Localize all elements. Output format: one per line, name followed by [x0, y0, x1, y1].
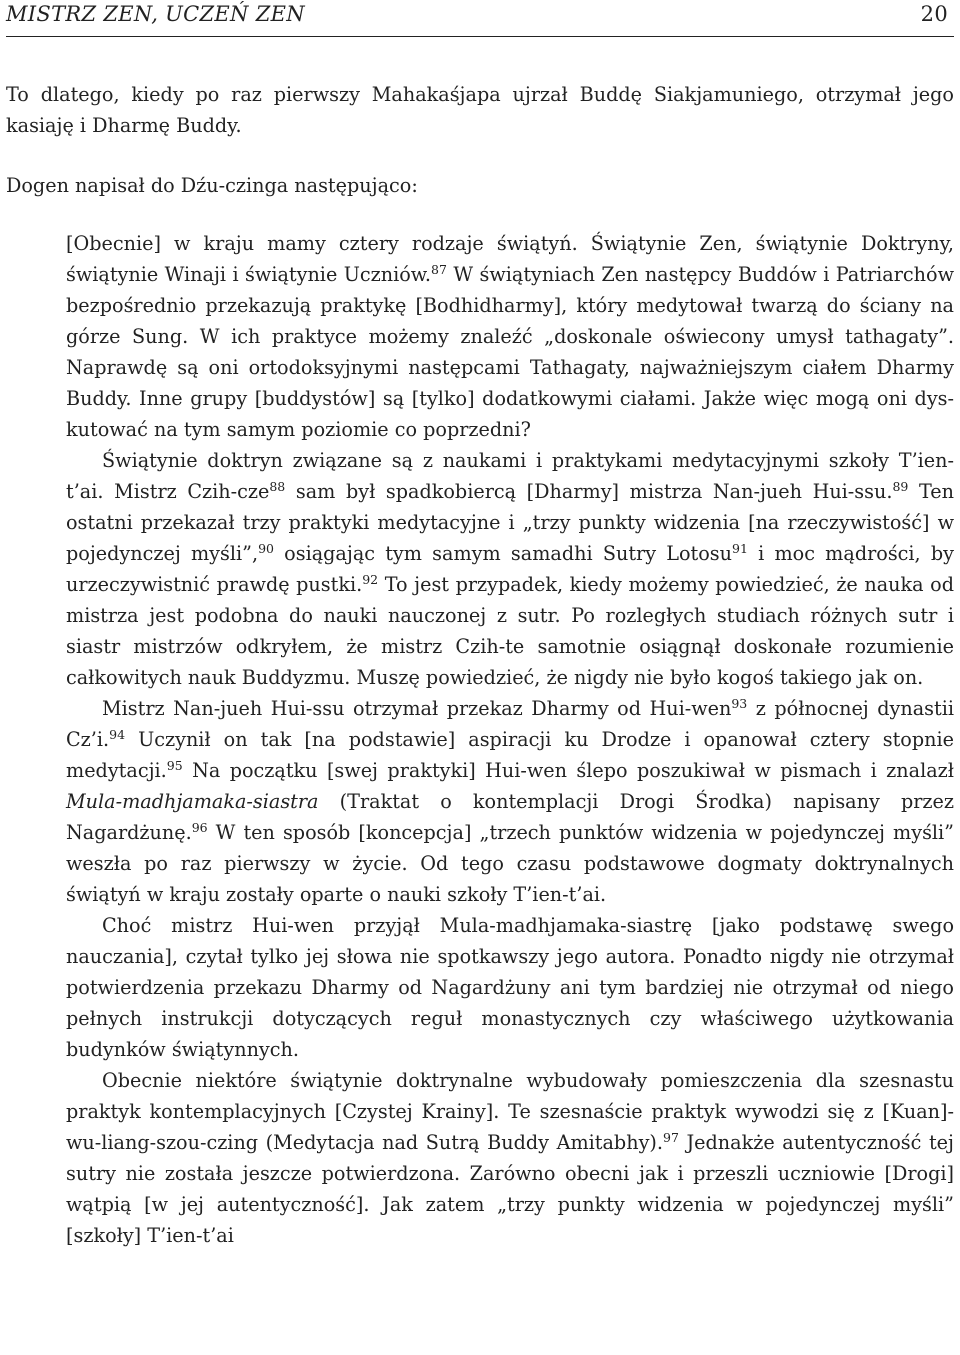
footnote-ref: 90 [258, 541, 274, 556]
quote-paragraph-4: Choć mistrz Hui-wen przyjął Mula-madhjamaka-siastrę [jako podstawę swego nauczania], czytał tylko jej słowa nie spotkawszy jego autora. Ponadto nigdy nie otrzymał potwierdzenia przekazu Dharmy od Nagardżuny ani tym bardziej nie otrzymał od niego pełnych instrukcji dotyczących reguł monastycznych czy właściwego użytkowania budynków świątynnych. [66, 914, 954, 1061]
footnote-ref: 88 [269, 479, 286, 494]
block-quote [66, 228, 954, 1251]
footnote-ref: 97 [663, 1130, 679, 1145]
footnote-ref: 87 [431, 262, 447, 277]
footnote-ref: 89 [892, 479, 909, 494]
page-number: 20 [920, 2, 948, 26]
body-text [6, 79, 954, 1251]
quote-paragraph-3: Mistrz Nan-jueh Hui-ssu otrzymał przekaz Dharmy od Hui-wen$^{93}$ z północnej dynastii Cz’i.$^{94}$ Uczynił on tak [na podstawie] aspiracji ku Drodze i opanował cztery stopnie medytacji.$^{95}$ Na początku [swej praktyki] Hui-wen ślepo poszukiwał w pismach i znalazł Mula-madhjamaka-siastra (Traktat o kontemplacji Drogi Środka) napisany przez Nagardżunę.$^{96}$ W ten sposób [koncepcja] „trzech punktów widzenia w pojedynczej myśli” weszła po raz pierwszy w życie. Od tego czasu podstawowe dogmaty doktrynalnych świątyń w kraju zostały oparte o nauki szkoły T’ien-t’ai. [66, 696, 954, 906]
quote-paragraph-2: Świątynie doktryn związane są z naukami i praktykami medytacyjnymi szkoły T’ien-t’ai. Mistrz Czih-cze$^{88}$ sam był spadkobiercą [Dharmy] mistrza Nan-jueh Hui-ssu.$^{89}$ Ten ostatni przekazał trzy praktyki medytacyjne i „trzy punkty widzenia [na rzeczywistość] w pojedynczej myśli”,$^{90}$ osiągając tym samym samadhi Sutry Lotosu$^{91}$ i moc mądrości, by urzeczywistnić prawdę pustki.$^{92}$ To jest przypadek, kiedy możemy powiedzieć, że nauka od mistrza jest podobna do nauki nauczonej z sutr. Po rozległych studiach różnych sutr i siastr mistrzów odkryłem, że mistrz Czih-te samotnie osiągnął doskonałe rozumienie całkowitych nauk Buddyzmu. Muszę powiedzieć, że nigdy nie było kogoś takiego jak on. [66, 449, 954, 689]
footnote-ref: 93 [731, 696, 748, 711]
quote-paragraph-1: [Obecnie] w kraju mamy cztery rodzaje świątyń. Świątynie Zen, świątynie Doktryny, świątynie Winaji i świątynie Uczniów.$^{87}$ W świątyniach Zen następcy Buddów i Patriarchów bezpośrednio przekazują praktykę [Bodhidharmy], który medytował twarzą do ściany na górze Sung. W ich praktyce możemy znaleźć „doskonale oświecony umysł tathagaty”. Naprawdę są oni ortodoksyjnymi następcami Tathagaty, najważniejszym ciałem Dharmy Buddy. Inne grupy [buddystów] są [tylko] dodatkowymi ciałami. Jakże więc mogą oni dyskutować na tym samym poziomie co poprzedni? [66, 232, 954, 441]
chapter-title: MISTRZ ZEN, UCZEŃ ZEN [6, 2, 305, 26]
paragraph-intro-2: Dogen napisał do Dźu-czinga następująco: [6, 174, 418, 197]
running-header [6, 0, 954, 37]
paragraph-intro-1: To dlatego, kiedy po raz pierwszy Mahakaśjapa ujrzał Buddę Siakjamuniego, otrzymał jego kasiaję i Dharmę Buddy. [6, 83, 954, 137]
italic-title: Mula-madhjamaka-siastra [66, 790, 319, 813]
footnote-ref: 94 [109, 727, 126, 742]
footnote-ref: 95 [166, 758, 183, 773]
footnote-ref: 92 [362, 572, 379, 587]
footnote-ref: 96 [191, 820, 208, 835]
quote-paragraph-5: Obecnie niektóre świątynie doktrynalne wybudowały pomieszczenia dla szesnastu praktyk kontemplacyjnych [Czystej Krainy]. Te szesnaście praktyk wywodzi się z [Kuan]-wu-liang-szou-czing (Medytacja nad Sutrą Buddy Amitabhy).$^{97}$ Jednakże autentyczność tej sutry nie została jeszcze potwierdzona. Zarówno obecni jak i przeszli uczniowie [Drogi] wątpią [w jej autentyczność]. Jak zatem „trzy punkty widzenia w pojedynczej myśli” [szkoły] T’ien-t’ai [66, 1069, 954, 1247]
footnote-ref: 91 [732, 541, 748, 556]
